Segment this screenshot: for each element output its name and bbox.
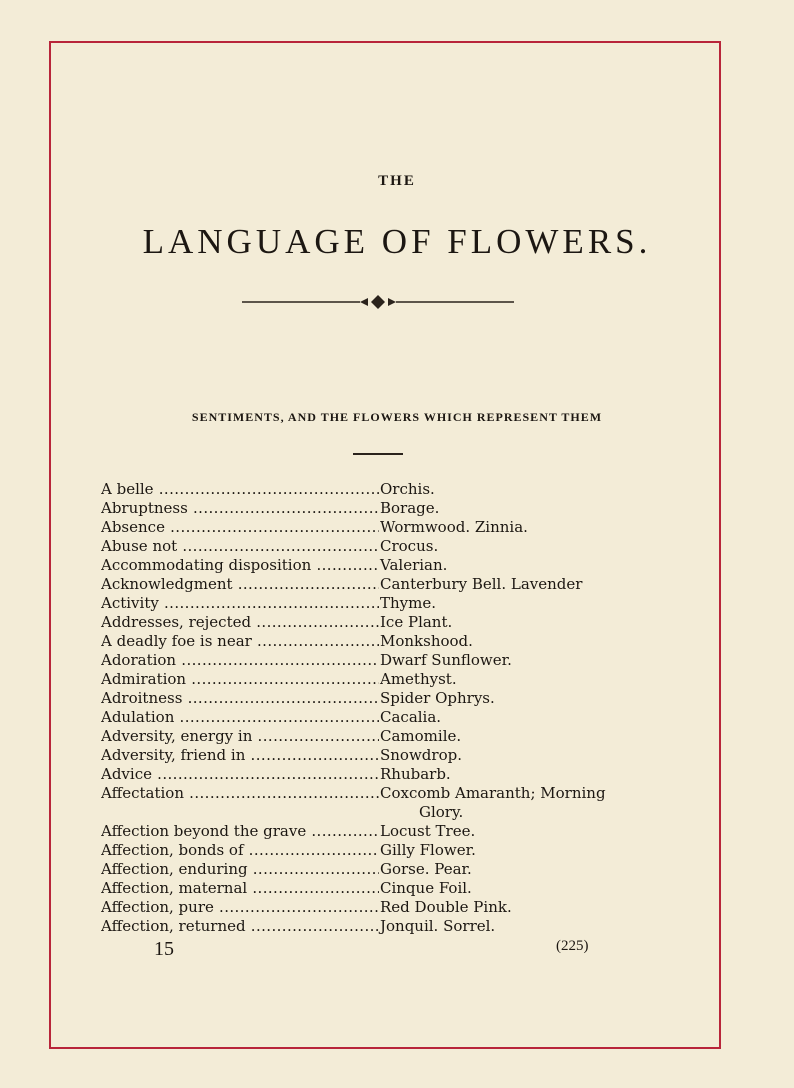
list-item [101, 879, 691, 898]
flower-name: Canterbury Bell. Lavender [380, 575, 583, 593]
subtitle-rule [353, 453, 403, 455]
flower-name: Cacalia. [380, 708, 442, 726]
list-item [101, 822, 691, 841]
ornament-divider [242, 292, 514, 312]
flower-name: Gilly Flower. [380, 841, 476, 859]
flower-name: Crocus. [380, 537, 439, 555]
list-item [101, 594, 691, 613]
flower-name: Coxcomb Amaranth; Morning [380, 784, 606, 802]
list-item [101, 670, 691, 689]
sentiment-text: Addresses, rejected ..... [101, 613, 379, 632]
flower-name: Valerian. [380, 556, 448, 574]
list-item [101, 480, 691, 499]
list-item [101, 689, 691, 708]
section-subtitle: SENTIMENTS, AND THE FLOWERS WHICH REPRESENT THEM [191, 410, 603, 424]
sentiment-flower-list [101, 480, 691, 936]
flower-name: Snowdrop. [380, 746, 462, 764]
flower-name: Red Double Pink. [380, 898, 512, 916]
sentiment-text: Affection, maternal ..... [101, 879, 379, 898]
sentiment-text: Affection, pure ..... [101, 898, 379, 917]
sentiment-text: Abuse not ..... [101, 537, 379, 556]
sentiment-text: Affection, returned ..... [101, 917, 379, 936]
sentiment-text: A deadly foe is near ..... [101, 632, 379, 651]
list-item [101, 518, 691, 537]
sentiment-text: Adoration ..... [101, 651, 379, 670]
flower-name: Wormwood. Zinnia. [380, 518, 528, 536]
list-item [101, 841, 691, 860]
list-item [101, 727, 691, 746]
sentiment-text: Adversity, energy in ..... [101, 727, 379, 746]
flower-name: Monkshood. [380, 632, 473, 650]
sentiment-text: Activity ..... [101, 594, 379, 613]
signature-mark: 15 [154, 938, 174, 960]
flower-name: Ice Plant. [380, 613, 453, 631]
list-item [101, 784, 691, 822]
list-item [101, 499, 691, 518]
flower-name: Orchis. [380, 480, 435, 498]
list-item [101, 917, 691, 936]
flower-name: Amethyst. [380, 670, 457, 688]
flower-name: Camomile. [380, 727, 462, 745]
sentiment-text: Absence ..... [101, 518, 379, 537]
sentiment-text: Advice ..... [101, 765, 379, 784]
flower-name: Locust Tree. [380, 822, 476, 840]
list-item [101, 632, 691, 651]
list-item [101, 898, 691, 917]
sentiment-text: Affection, enduring ..... [101, 860, 379, 879]
sentiment-text: Affectation ..... [101, 784, 379, 803]
sentiment-text: Adroitness ..... [101, 689, 379, 708]
list-item [101, 556, 691, 575]
sentiment-text: Affection, bonds of ..... [101, 841, 379, 860]
list-item [101, 765, 691, 784]
sentiment-text: Adversity, friend in ..... [101, 746, 379, 765]
list-item [101, 746, 691, 765]
flower-name: Cinque Foil. [380, 879, 472, 897]
sentiment-text: Accommodating disposition ..... [101, 556, 379, 575]
page-title: LANGUAGE OF FLOWERS. [142, 222, 652, 261]
flower-name: Jonquil. Sorrel. [380, 917, 496, 935]
sentiment-text: A belle ..... [101, 480, 379, 499]
list-item [101, 860, 691, 879]
flower-name: Dwarf Sunflower. [380, 651, 512, 669]
flower-name: Spider Ophrys. [380, 689, 495, 707]
list-item [101, 651, 691, 670]
list-item [101, 613, 691, 632]
list-item [101, 537, 691, 556]
page-number: (225) [556, 938, 589, 954]
list-item [101, 575, 691, 594]
flower-name: Borage. [380, 499, 440, 517]
sentiment-text: Abruptness ..... [101, 499, 379, 518]
flower-name: Thyme. [380, 594, 437, 612]
sentiment-text: Adulation ..... [101, 708, 379, 727]
flower-name-continued: Glory. [419, 803, 464, 821]
title-article: THE [378, 173, 416, 189]
flower-name: Gorse. Pear. [380, 860, 472, 878]
sentiment-text: Acknowledgment ..... [101, 575, 379, 594]
sentiment-text: Affection beyond the grave ..... [101, 822, 379, 841]
flower-name: Rhubarb. [380, 765, 451, 783]
sentiment-text: Admiration ..... [101, 670, 379, 689]
list-item [101, 708, 691, 727]
